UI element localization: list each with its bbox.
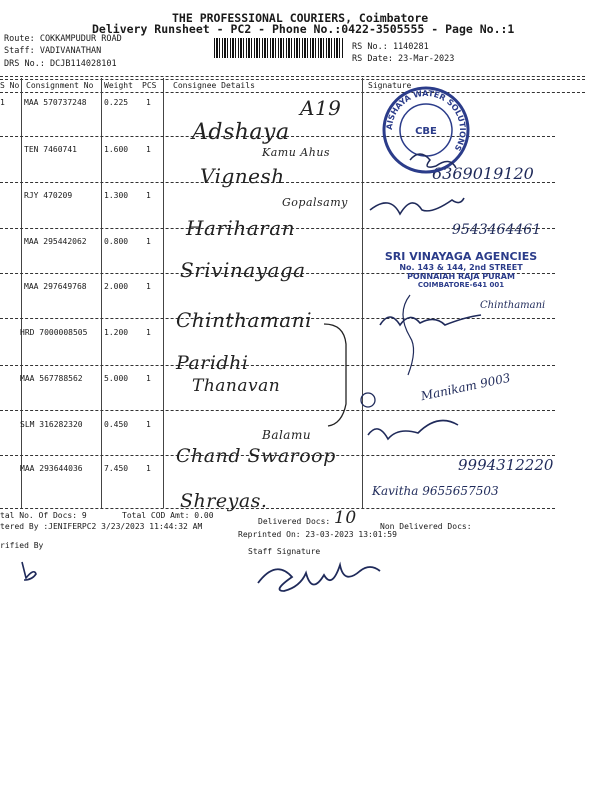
barcode xyxy=(214,38,344,58)
agency-address: No. 143 & 144, 2nd STREET xyxy=(399,263,523,272)
row-pcs: 1 xyxy=(146,191,151,200)
row-pcs: 1 xyxy=(146,328,151,337)
total-docs: tal No. Of Docs: 9 xyxy=(0,511,87,520)
row-consignee-name: Balamu xyxy=(262,428,312,442)
total-cod: Total COD Amt: 0.00 xyxy=(122,511,214,520)
row-consignment: MAA 570737248 xyxy=(24,98,87,107)
company-name: THE PROFESSIONAL COURIERS, Coimbatore xyxy=(172,11,429,25)
row-consignment: SLM 316282320 xyxy=(20,420,83,429)
row-consignee-name: Vignesh xyxy=(200,164,285,188)
row-sign-text: 6369019120 xyxy=(432,164,534,183)
col-sno: S No xyxy=(0,81,20,90)
rs-number: RS No.: 1140281 xyxy=(352,42,429,52)
row-pcs: 1 xyxy=(146,237,151,246)
row-consignee-note: Gopalsamy xyxy=(282,196,348,209)
row-initials: A19 xyxy=(300,96,342,120)
row-consignment: TEN 7460741 xyxy=(24,145,77,154)
row-consignment: MAA 293644036 xyxy=(20,464,83,473)
signature-scribbles xyxy=(360,90,590,510)
row-consignee-name: Paridhi xyxy=(176,352,249,374)
row-consignment: HRD 7000008505 xyxy=(20,328,88,337)
row-sign-text: 9543464461 xyxy=(452,222,542,238)
row-weight: 5.000 xyxy=(104,374,129,383)
agency-area: PONNAIAH RAJA PURAM xyxy=(407,272,515,281)
route: Route: COKKAMPUDUR ROAD xyxy=(4,34,122,44)
row-pcs: 1 xyxy=(146,145,151,154)
row-consignee-name: Chinthamani xyxy=(176,308,312,332)
row-pcs: 1 xyxy=(146,464,151,473)
col-weight: Weight xyxy=(104,81,133,90)
row-weight: 0.450 xyxy=(104,420,129,429)
delivered-docs: Delivered Docs: xyxy=(258,517,331,526)
col-consignee: Consignee Details xyxy=(173,81,255,90)
verifier-signature xyxy=(18,558,42,584)
row-consignee-name: Srivinayaga xyxy=(180,258,306,282)
stamp-ring-text: AISHAYA WATER SOLUTIONS xyxy=(384,88,468,153)
row-sno: 1 xyxy=(0,98,5,107)
row-pcs: 1 xyxy=(146,98,151,107)
row-sign-text: Kavitha 9655657503 xyxy=(372,484,499,498)
agency-name: SRI VINAYAGA AGENCIES xyxy=(384,250,538,263)
row-consignment: RJY 470209 xyxy=(24,191,73,200)
row-weight: 2.000 xyxy=(104,282,129,291)
entered-by: tered By :JENIFERPC2 3/23/2023 11:44:32 AM xyxy=(0,522,203,531)
staff: Staff: VADIVANATHAN xyxy=(4,46,102,56)
non-delivered-docs: Non Delivered Docs: xyxy=(380,522,472,531)
row-pcs: 1 xyxy=(146,420,151,429)
col-pcs: PCS xyxy=(142,81,157,90)
col-consignment: Consignment No xyxy=(26,81,94,90)
col-signature: Signature xyxy=(368,81,412,90)
runsheet-title: Delivery Runsheet - PC2 - Phone No.:0422-3505555 - Page No.:1 xyxy=(92,22,515,36)
staff-signature-label: Staff Signature xyxy=(248,547,321,556)
stamp-center-text: CBE xyxy=(415,126,437,137)
drs-number: DRS No.: DCJB114028101 xyxy=(4,59,117,69)
staff-signature xyxy=(250,555,400,595)
row-weight: 0.800 xyxy=(104,237,129,246)
row-consignee-name: Shreyas. xyxy=(180,490,268,512)
row-consignee-note: Kamu Ahus xyxy=(262,146,331,159)
row-consignment: MAA 295442062 xyxy=(24,237,87,246)
row-consignee-name: Adshaya xyxy=(192,120,290,145)
row-consignment: MAA 297649768 xyxy=(24,282,87,291)
row-weight: 1.200 xyxy=(104,328,129,337)
row-weight: 7.450 xyxy=(104,464,129,473)
agency-city: COIMBATORE-641 001 xyxy=(417,281,505,289)
row-consignee-name: Chand Swaroop xyxy=(176,445,336,467)
row-sign-text: Chinthamani xyxy=(480,300,546,311)
delivered-count: 10 xyxy=(334,508,357,528)
row-consignee-note: Thanavan xyxy=(192,376,281,396)
row-weight: 1.300 xyxy=(104,191,129,200)
row-consignee-name: Hariharan xyxy=(186,216,295,240)
row-consignment: MAA 567788562 xyxy=(20,374,83,383)
rs-date: RS Date: 23-Mar-2023 xyxy=(352,54,455,64)
row-weight: 0.225 xyxy=(104,98,129,107)
row-weight: 1.600 xyxy=(104,145,129,154)
row-pcs: 1 xyxy=(146,282,151,291)
verified-by: rified By xyxy=(0,541,44,550)
row-sign-text: Manikam 9003 xyxy=(419,370,512,404)
row-sign-text: 9994312220 xyxy=(458,456,554,474)
row-pcs: 1 xyxy=(146,374,151,383)
reprinted-on: Reprinted On: 23-03-2023 13:01:59 xyxy=(238,530,397,539)
bracket-mark xyxy=(320,320,360,430)
